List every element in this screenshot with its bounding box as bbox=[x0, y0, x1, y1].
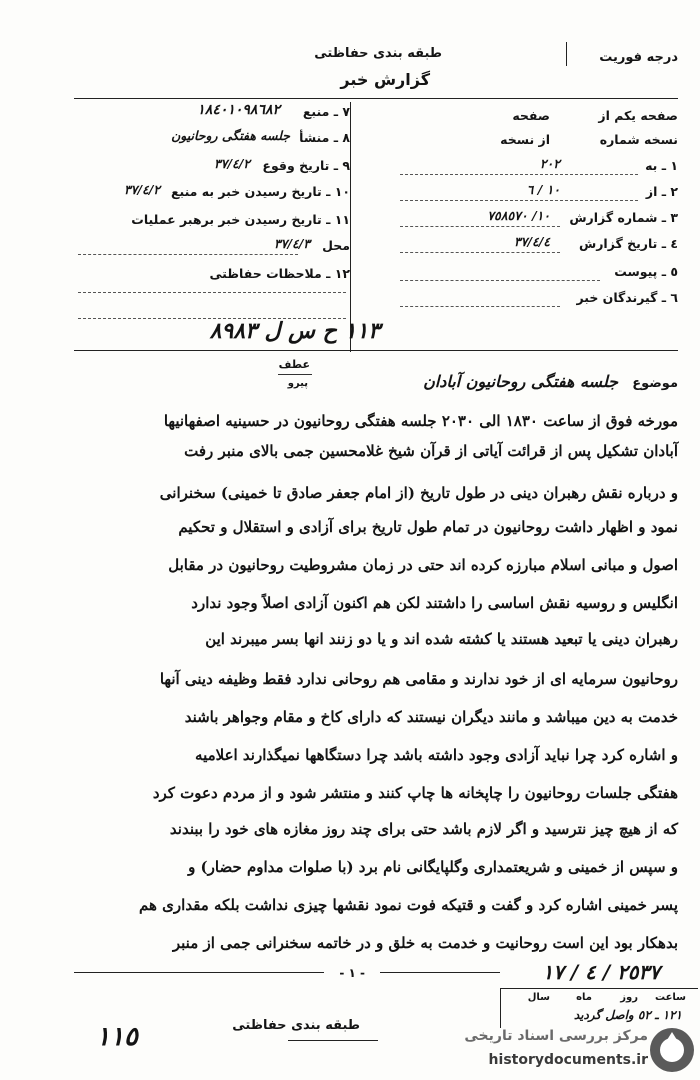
body-line: بدهکار بود این است روحانیت و خدمت به خلق و در خاتمه سخنرانی جمی از منبر bbox=[172, 934, 678, 952]
fill-line bbox=[400, 252, 560, 253]
stamp-rule bbox=[500, 988, 698, 989]
header-divider bbox=[566, 42, 567, 66]
body-line: هفتگی جلسات روحانیون را چاپخانه ها چاپ کنند و منتشر شود و از مردم دعوت کرد bbox=[152, 784, 678, 802]
body-line: خدمت به دین میباشد و مانند دیگران نیستند که دارای کاخ و مقام وجواهر باشند bbox=[184, 708, 678, 726]
stamp-label: ماه bbox=[576, 992, 592, 1003]
form-left-value: ١٨٤٠١٠٩٨٦٨٢ bbox=[197, 102, 280, 118]
form-right-value: ١٠/ ٧٥٨٥٧٠ bbox=[487, 208, 550, 223]
form-right-value: ٢٠٢ bbox=[539, 156, 560, 171]
form-right-value: ١٠ / ٦ bbox=[526, 182, 560, 197]
form-left-value: جلسه هفتگی روحانیون bbox=[171, 128, 290, 143]
form-left-label: ١٠ ـ تاریخ رسیدن خبر به منبع bbox=[170, 184, 350, 199]
footer-rule-left bbox=[74, 972, 324, 973]
form-right-value: صفحه bbox=[512, 108, 550, 123]
watermark-title: مرکز بررسی اسناد تاریخی bbox=[464, 1028, 648, 1044]
form-right-label: ٢ ـ از bbox=[645, 184, 678, 199]
classification-underline bbox=[288, 1040, 378, 1041]
page-number: ١١٥ bbox=[96, 1022, 138, 1052]
form-right-value: ٣٧/٤/٤ bbox=[514, 234, 550, 249]
form-right-label: ١ ـ به bbox=[645, 158, 678, 173]
body-line: رهبران دینی یا تبعید هستند یا کشته شده اند و یا دو زنند انها بسر میبرند این bbox=[205, 630, 678, 648]
body-line: و سپس از خمینی و شریعتمداری وگلپایگانی نام برد (با صلوات مداوم حضار) و bbox=[188, 858, 678, 876]
body-line: و اشاره کرد چرا نباید آزادی وجود داشته باشد چرا دستگاهها نمیگذارند اعلامیه bbox=[195, 746, 678, 764]
subject-label: موضوع bbox=[632, 376, 678, 391]
subject-value: جلسه هفتگی روحانیون آبادان bbox=[423, 372, 618, 391]
body-line: نمود و اظهار داشت روحانیون در تمام طول تاریخ برای آزادی و استقلال و تحکیم bbox=[178, 518, 678, 536]
form-right-label: نسخه شماره bbox=[599, 132, 678, 147]
form-column-divider bbox=[350, 102, 351, 352]
priority-label: درجه فوریت bbox=[599, 50, 678, 65]
form-left-label: ٩ ـ تاریخ وقوع bbox=[262, 158, 350, 173]
report-title: گزارش خبر bbox=[340, 70, 430, 89]
form-left-value: ٣٧/٤/٣ bbox=[274, 236, 310, 251]
form-left-label: ٧ ـ منبع bbox=[302, 104, 350, 119]
body-line: پسر خمینی اشاره کرد و گفت و قتیکه فوت نمود نقشها چیزی نداشت بلکه مقداری هم bbox=[139, 896, 678, 914]
body-line: مورخه فوق از ساعت ١٨٣٠ الی ٢٠٣٠ جلسه هفتگی روحانیون در حسینیه اصفهانیها bbox=[163, 412, 678, 430]
form-bottom-rule bbox=[74, 350, 678, 351]
form-right-label: ٤ ـ تاریخ گزارش bbox=[578, 236, 678, 251]
body-line: اصول و مبانی اسلام مبارزه کرده اند حتی در زمان مشروطیت روحانیون در مقابل bbox=[168, 556, 678, 574]
form-left-label: ١٢ ـ ملاحظات حفاظتی bbox=[209, 266, 350, 281]
fill-line bbox=[400, 306, 560, 307]
classification-top: طبقه بندی حفاظتی bbox=[314, 46, 442, 61]
form-left-value: ٣٧/٤/٢ bbox=[214, 156, 250, 171]
stamp-label: روز bbox=[620, 992, 638, 1003]
classification-bottom: طبقه بندی حفاظتی bbox=[232, 1018, 360, 1033]
body-line: که از هیچ چیز نترسید و اگر لازم باشد حتی برای چند روز مغازه های خود را ببندند bbox=[169, 820, 678, 838]
fill-line bbox=[400, 174, 638, 175]
form-left-label: ١١ ـ تاریخ رسیدن خبر برهبر عملیات bbox=[131, 212, 350, 227]
body-line: و درباره نقش رهبران دینی در طول تاریخ (از امام جعفر صادق تا خمینی) سخنرانی bbox=[159, 484, 678, 502]
handwritten-reference: ١١٣ ح س ل ٨٩٨٣ bbox=[209, 318, 380, 344]
footer-rule-right bbox=[380, 972, 500, 973]
form-left-label: ٨ ـ منشأ bbox=[299, 130, 350, 145]
page-marker: - ١ - bbox=[339, 966, 365, 980]
watermark bbox=[464, 1018, 700, 1080]
body-line: آبادان تشکیل پس از قرائت آیاتی از قرآن شیخ غلامحسین جمی بالای منبر رفت bbox=[184, 442, 678, 460]
form-right-label: ٣ ـ شماره گزارش bbox=[569, 210, 678, 225]
stamp-label: ساعت bbox=[654, 992, 686, 1003]
fill-line bbox=[400, 280, 600, 281]
watermark-url: historydocuments.ir bbox=[488, 1052, 648, 1068]
fill-line bbox=[400, 226, 560, 227]
form-right-value: از نسخه bbox=[500, 132, 550, 147]
atf-label: عطف bbox=[278, 358, 310, 371]
form-right-label: ٥ ـ پیوست bbox=[614, 264, 678, 279]
header-rule bbox=[74, 98, 678, 99]
form-left-value: ٣٧/٤/٢ bbox=[124, 182, 160, 197]
stamp-date: ٢٥٣٧ / ٤ / ١٧ bbox=[542, 960, 660, 984]
body-line: انگلیس و روسیه نقش اساسی را داشتند لکن هم اکنون آزادی اصلاً وجود ندارد bbox=[191, 594, 678, 612]
fill-line bbox=[400, 200, 638, 201]
atf-underline bbox=[278, 374, 312, 375]
form-right-label: صفحه یکم از bbox=[598, 108, 678, 123]
body-line: روحانیون سرمایه ای از خود ندارند و مقامی هم روحانی ندارد فقط وظیفه دینی آنها bbox=[159, 670, 678, 688]
stamp-received: ١٢١ ـ ٥٢ واصل گردید bbox=[573, 1008, 682, 1022]
fill-line bbox=[78, 292, 346, 293]
peyro-label: پیرو bbox=[287, 378, 308, 389]
form-left-label: محل bbox=[322, 238, 350, 253]
stamp-label: سال bbox=[527, 992, 550, 1003]
form-right-label: ٦ ـ گیرندگان خبر bbox=[576, 290, 678, 305]
fill-line bbox=[78, 254, 298, 255]
